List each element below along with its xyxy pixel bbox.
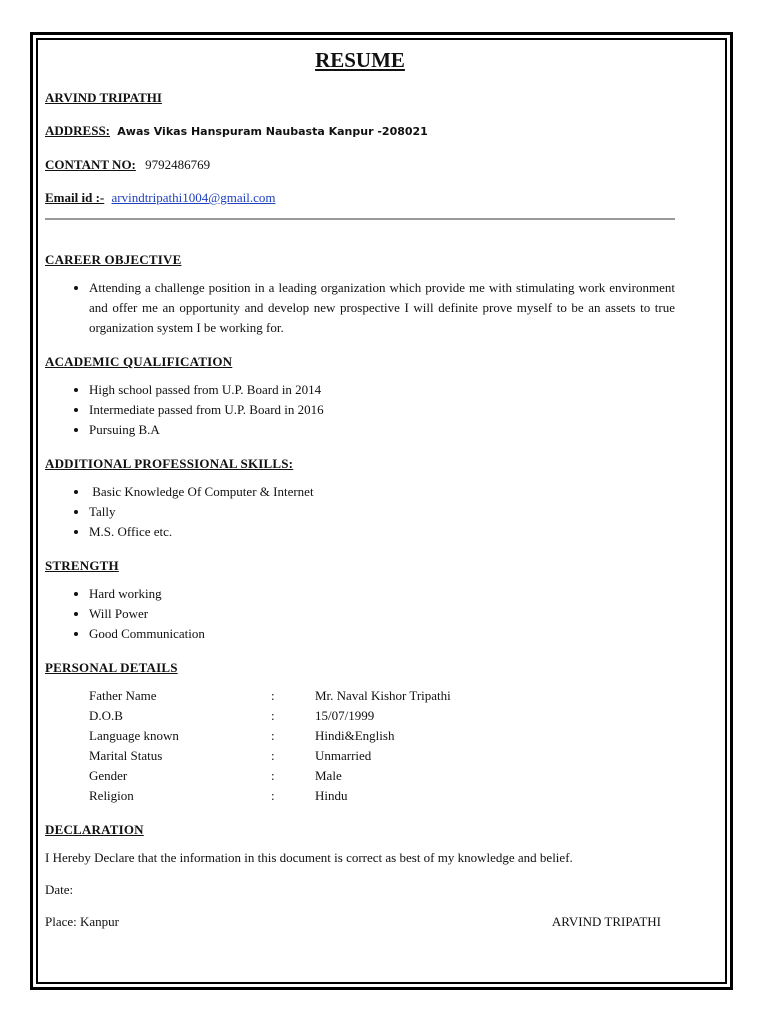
academic-list (45, 380, 675, 440)
skills-heading: ADDITIONAL PROFESSIONAL SKILLS: (45, 456, 294, 471)
career-objective-heading: CAREER OBJECTIVE (45, 252, 182, 267)
detail-value: Unmarried (315, 748, 372, 763)
place-text: Place: Kanpur (45, 914, 120, 929)
strength-heading: STRENGTH (45, 558, 119, 573)
detail-label: D.O.B (89, 708, 123, 723)
list-item: • Intermediate passed from U.P. Board in 2016 (89, 400, 675, 420)
skills-list (45, 482, 675, 542)
detail-row (89, 706, 675, 726)
detail-label: Language known (89, 728, 179, 743)
list-item: • Basic Knowledge Of Computer & Internet (89, 482, 675, 502)
email-line (45, 188, 675, 208)
detail-label: Marital Status (89, 748, 163, 763)
list-item: • Good Communication (89, 624, 675, 644)
list-item: • Tally (89, 502, 675, 522)
signature-name: ARVIND TRIPATHI (551, 914, 661, 929)
declaration-text: I Hereby Declare that the information in this document is correct as best of my knowledge and belief. (45, 850, 573, 865)
address-value: Awas Vikas Hanspuram Naubasta Kanpur -208021 (117, 125, 428, 138)
resume-document (45, 45, 675, 932)
personal-details-list (45, 686, 675, 806)
horizontal-divider (45, 218, 675, 220)
detail-value: Hindu (315, 788, 348, 803)
phone-line (45, 155, 675, 175)
detail-value: Male (315, 768, 342, 783)
detail-colon: : (271, 748, 275, 763)
detail-colon: : (271, 728, 275, 743)
phone-label: CONTANT NO: (45, 157, 136, 172)
address-line (45, 121, 675, 142)
detail-colon: : (271, 688, 275, 703)
detail-row (89, 766, 675, 786)
list-item: • Pursuing B.A (89, 420, 675, 440)
date-line: Date: (45, 882, 74, 897)
email-label: Email id :- (45, 190, 105, 205)
list-item: • Attending a challenge position in a leading organization which provide me with stimulating work environment and offer me an opportunity and develop new prospective I will definite prove myself to be an assets to true organization system I be working for. (89, 278, 675, 338)
phone-value: 9792486769 (145, 157, 211, 172)
detail-colon: : (271, 768, 275, 783)
address-label: ADDRESS: (45, 123, 111, 138)
list-item: • High school passed from U.P. Board in 2014 (89, 380, 675, 400)
detail-row (89, 686, 675, 706)
candidate-name: ARVIND TRIPATHI (45, 90, 162, 105)
detail-row (89, 726, 675, 746)
detail-colon: : (271, 788, 275, 803)
list-item: • M.S. Office etc. (89, 522, 675, 542)
place-signature-line (45, 912, 675, 932)
detail-row (89, 746, 675, 766)
personal-details-heading: PERSONAL DETAILS (45, 660, 178, 675)
email-link[interactable]: arvindtripathi1004@gmail.com (111, 190, 276, 205)
detail-value: Mr. Naval Kishor Tripathi (315, 688, 451, 703)
list-item: • Will Power (89, 604, 675, 624)
list-item: • Hard working (89, 584, 675, 604)
detail-value: Hindi&English (315, 728, 395, 743)
detail-colon: : (271, 708, 275, 723)
detail-label: Father Name (89, 688, 157, 703)
detail-label: Gender (89, 768, 128, 783)
detail-row (89, 786, 675, 806)
career-objective-list (45, 278, 675, 338)
detail-value: 15/07/1999 (315, 708, 375, 723)
strength-list (45, 584, 675, 644)
resume-title: RESUME (315, 48, 405, 72)
declaration-heading: DECLARATION (45, 822, 144, 837)
academic-heading: ACADEMIC QUALIFICATION (45, 354, 233, 369)
detail-label: Religion (89, 788, 134, 803)
